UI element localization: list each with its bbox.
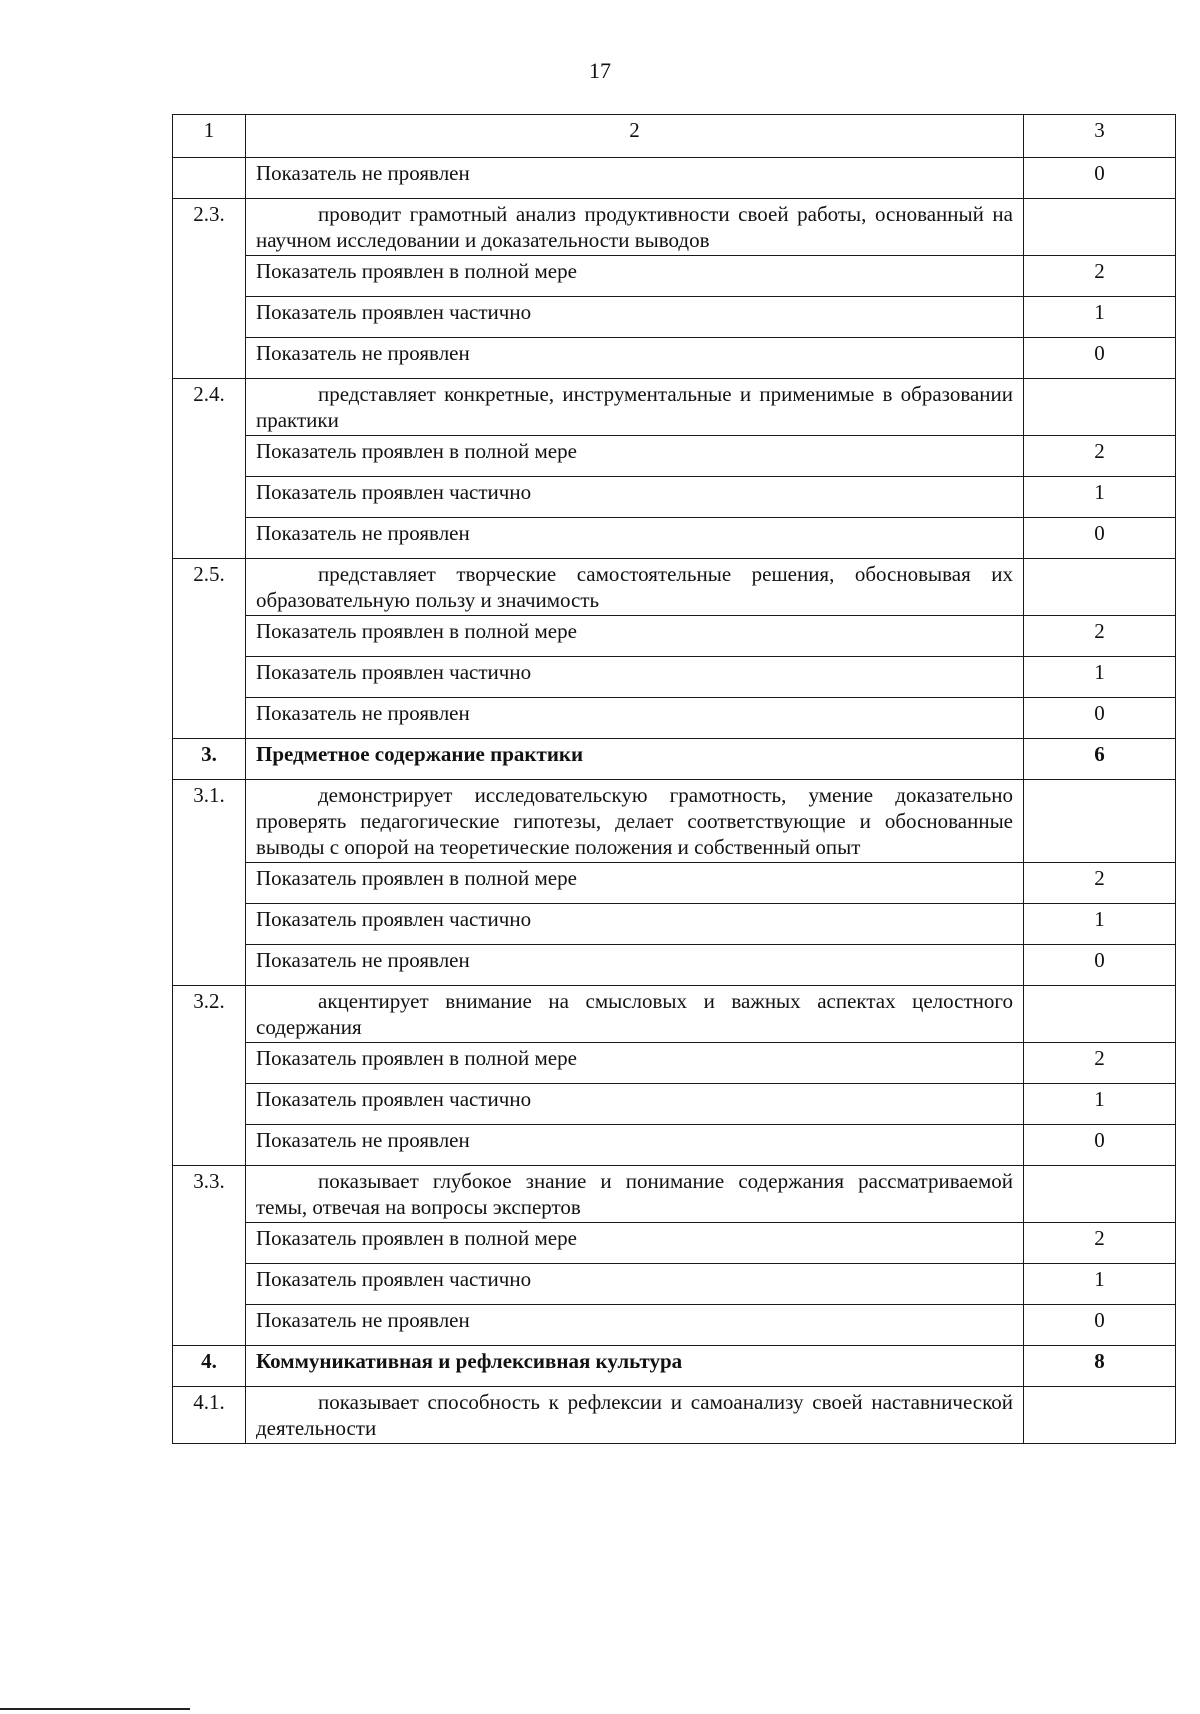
level-score: 1: [1024, 297, 1176, 338]
level-label: Показатель не проявлен: [246, 945, 1024, 986]
section-score: 6: [1024, 739, 1176, 780]
header-col1: 1: [173, 115, 246, 158]
level-label: Показатель не проявлен: [246, 1305, 1024, 1346]
footer-divider: [0, 1708, 190, 1710]
empty-cell: [1024, 379, 1176, 436]
item-number: 2.5.: [173, 559, 246, 739]
table-row: [173, 698, 1176, 739]
table-row: [173, 559, 1176, 616]
empty-cell: [1024, 986, 1176, 1043]
table-row: [173, 616, 1176, 657]
section-number: 4.: [173, 1346, 246, 1387]
item-description: показывает глубокое знание и понимание содержания рассматриваемой темы, отвечая на вопросы экспертов: [246, 1166, 1024, 1223]
table-row: [173, 436, 1176, 477]
level-score: 0: [1024, 518, 1176, 559]
item-number: 4.1.: [173, 1387, 246, 1444]
table-row: [173, 338, 1176, 379]
level-label: Показатель проявлен в полной мере: [246, 1223, 1024, 1264]
table-row: [173, 1387, 1176, 1444]
level-label: Показатель проявлен в полной мере: [246, 616, 1024, 657]
level-label: Показатель проявлен в полной мере: [246, 256, 1024, 297]
empty-cell: [1024, 1387, 1176, 1444]
level-label: Показатель проявлен частично: [246, 904, 1024, 945]
level-score: 0: [1024, 1125, 1176, 1166]
level-label: Показатель не проявлен: [246, 1125, 1024, 1166]
table-header-row: [173, 115, 1176, 158]
table-row: [173, 1043, 1176, 1084]
table-row: [173, 1223, 1176, 1264]
item-description: представляет творческие самостоятельные решения, обосновывая их образовательную пользу и значимость: [246, 559, 1024, 616]
item-description: демонстрирует исследовательскую грамотность, умение доказательно проверять педагогические гипотезы, делает соответствующие и обоснованные выводы с опорой на теоретические положения и собственный опыт: [246, 780, 1024, 863]
table-row: [173, 986, 1176, 1043]
section-row: [173, 1346, 1176, 1387]
item-description: акцентирует внимание на смысловых и важных аспектах целостного содержания: [246, 986, 1024, 1043]
level-score: 2: [1024, 863, 1176, 904]
level-score: 1: [1024, 477, 1176, 518]
level-score: 0: [1024, 945, 1176, 986]
table-row: [173, 1084, 1176, 1125]
table-row: [173, 863, 1176, 904]
empty-cell: [1024, 1166, 1176, 1223]
table-row: [173, 945, 1176, 986]
table-row: [173, 780, 1176, 863]
empty-cell: [1024, 559, 1176, 616]
level-score: 0: [1024, 158, 1176, 199]
section-title: Коммуникативная и рефлексивная культура: [246, 1346, 1024, 1387]
table-row: [173, 1305, 1176, 1346]
level-label: Показатель не проявлен: [246, 338, 1024, 379]
criteria-table: [172, 114, 1176, 1444]
level-score: 2: [1024, 436, 1176, 477]
section-row: [173, 739, 1176, 780]
table-row: [173, 199, 1176, 256]
level-score: 1: [1024, 904, 1176, 945]
level-score: 1: [1024, 1264, 1176, 1305]
section-title: Предметное содержание практики: [246, 739, 1024, 780]
table-row: [173, 297, 1176, 338]
item-description: показывает способность к рефлексии и самоанализу своей наставнической деятельности: [246, 1387, 1024, 1444]
level-label: Показатель не проявлен: [246, 518, 1024, 559]
item-number: 3.3.: [173, 1166, 246, 1346]
table-row: [173, 657, 1176, 698]
item-number: 2.3.: [173, 199, 246, 379]
level-score: 0: [1024, 698, 1176, 739]
empty-cell: [1024, 780, 1176, 863]
level-label: Показатель проявлен частично: [246, 297, 1024, 338]
item-number: 3.2.: [173, 986, 246, 1166]
item-number: 2.4.: [173, 379, 246, 559]
level-score: 2: [1024, 616, 1176, 657]
empty-cell: [173, 158, 246, 199]
table-row: [173, 1125, 1176, 1166]
empty-cell: [1024, 199, 1176, 256]
level-label: Показатель проявлен в полной мере: [246, 1043, 1024, 1084]
section-number: 3.: [173, 739, 246, 780]
item-number: 3.1.: [173, 780, 246, 986]
level-label: Показатель проявлен в полной мере: [246, 863, 1024, 904]
level-score: 2: [1024, 256, 1176, 297]
table-row: [173, 1264, 1176, 1305]
level-label: Показатель проявлен частично: [246, 657, 1024, 698]
table-row: [173, 904, 1176, 945]
table-row: [173, 379, 1176, 436]
table-row: [173, 158, 1176, 199]
level-label: Показатель не проявлен: [246, 698, 1024, 739]
header-col2: 2: [246, 115, 1024, 158]
level-score: 1: [1024, 1084, 1176, 1125]
level-score: 2: [1024, 1043, 1176, 1084]
level-label: Показатель проявлен частично: [246, 1084, 1024, 1125]
section-score: 8: [1024, 1346, 1176, 1387]
item-description: представляет конкретные, инструментальные и применимые в образовании практики: [246, 379, 1024, 436]
level-score: 2: [1024, 1223, 1176, 1264]
table-row: [173, 256, 1176, 297]
level-label: Показатель проявлен в полной мере: [246, 436, 1024, 477]
item-description: проводит грамотный анализ продуктивности своей работы, основанный на научном исследовании и доказательности выводов: [246, 199, 1024, 256]
page-number: 17: [589, 58, 611, 83]
level-score: 0: [1024, 1305, 1176, 1346]
level-score: 0: [1024, 338, 1176, 379]
level-label: Показатель проявлен частично: [246, 477, 1024, 518]
level-label: Показатель проявлен частично: [246, 1264, 1024, 1305]
header-col3: 3: [1024, 115, 1176, 158]
table-row: [173, 477, 1176, 518]
table-row: [173, 1166, 1176, 1223]
level-score: 1: [1024, 657, 1176, 698]
level-label: Показатель не проявлен: [246, 158, 1024, 199]
table-row: [173, 518, 1176, 559]
